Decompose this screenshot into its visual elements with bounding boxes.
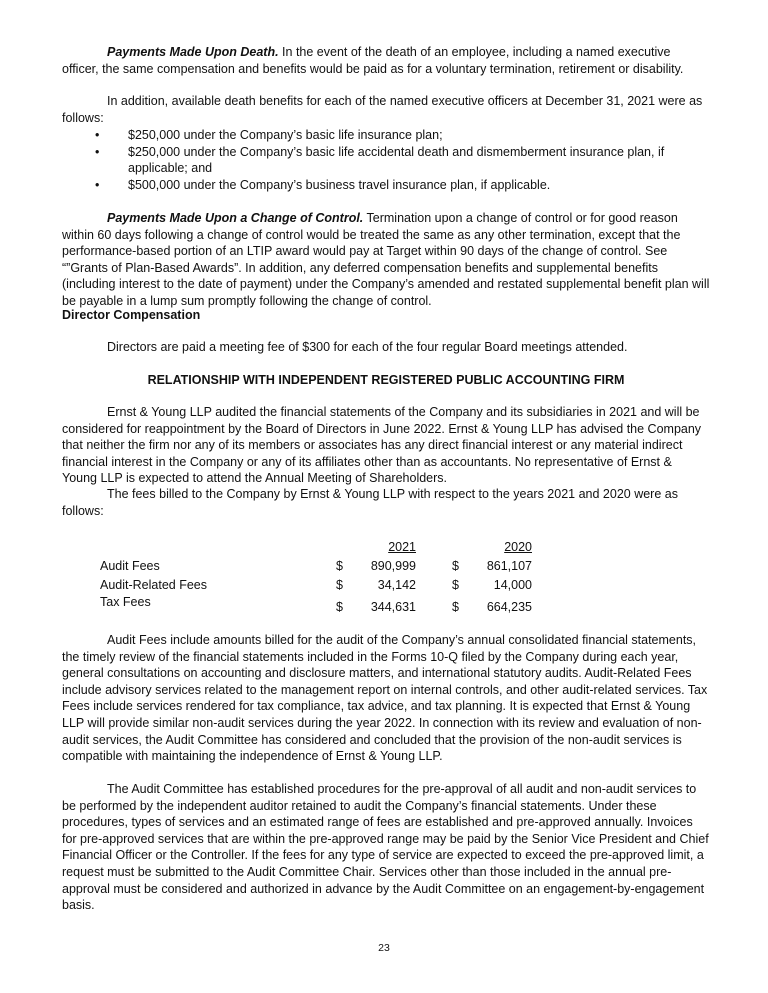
table-row <box>100 594 532 616</box>
death-benefits-intro: In addition, available death benefits for each of the named executive officers at December 31, 2021 were as follows: <box>62 94 703 125</box>
bullet-icon: • <box>95 144 100 159</box>
list-item <box>95 144 695 177</box>
page-number: 23 <box>378 942 390 954</box>
fee-2021: 344,631 <box>370 600 416 615</box>
list-item-text: $250,000 under the Company’s basic life insurance plan; <box>128 128 443 142</box>
currency-symbol: $ <box>336 600 343 615</box>
table-row <box>100 556 532 575</box>
fees-table <box>100 537 532 616</box>
fee-label: Tax Fees <box>100 595 151 609</box>
bullet-icon: • <box>95 128 100 142</box>
fee-2020: 664,235 <box>486 600 532 615</box>
director-compensation-text: Directors are paid a meeting fee of $300 for each of the four regular Board meetings attended. <box>107 340 628 354</box>
preapproval-paragraph: The Audit Committee has established procedures for the pre-approval of all audit and non-audit services to be performed by the independent auditor retained to audit the Company’s financial statements. Under these procedures, types of services and an estimated range of fees are established and pre-approved annually. Invoices for pre-approved services that are within the pre-approved range may be paid by the Senior Vice President and Chief Financial Officer or the Controller. If the fees for any type of service are expected to exceed the pre-approved limit, a request must be submitted to the Audit Committee Chair. Services other than those included in the annual pre-approval must be considered and authorized in advance by the Audit Committee on an engagement-by-engagement basis. <box>62 782 709 913</box>
change-of-control-text: Termination upon a change of control or for good reason within 60 days following a change of control would be treated the same as any other termination, except that the performance-based portion of an LTIP award would pay at Target within 90 days of the change of control. See “”Grants of Plan-Based Awards”. In addition, any deferred compensation benefits and supplemental benefits (including interest to the date of payment) under the Company’s amended and restated supplemental benefit plan will be payable in a lump sum promptly following the change of control. <box>62 211 710 308</box>
fee-2020: 14,000 <box>493 578 532 593</box>
table-header-row <box>100 537 532 556</box>
change-of-control-heading: Payments Made Upon a Change of Control. <box>107 211 364 225</box>
death-payments-text: In the event of the death of an employee, including a named executive officer, the same compensation and benefits would be paid as for a voluntary termination, retirement or disability. <box>62 45 684 76</box>
year-header-2020: 2020 <box>504 540 532 555</box>
currency-symbol: $ <box>336 559 343 574</box>
death-benefits-list <box>95 127 695 193</box>
fee-2020: 861,107 <box>486 559 532 574</box>
bullet-icon: • <box>95 177 100 192</box>
death-payments-paragraph <box>62 44 710 77</box>
fees-intro: The fees billed to the Company by Ernst & Young LLP with respect to the years 2021 and 2020 were as follows: <box>62 487 678 518</box>
section-heading: RELATIONSHIP WITH INDEPENDENT REGISTERED PUBLIC ACCOUNTING FIRM <box>147 373 625 387</box>
ey-paragraph: Ernst & Young LLP audited the financial statements of the Company and its subsidiaries in 2021 and will be considered for reappointment by the Board of Directors in June 2022. Ernst & Young LLP has advised the Company that neither the firm nor any of its members or associates has any direct financial interest or any material indirect financial interest in the Company or any of its affiliates other than as accountants. No representative of Ernst & Young LLP is expected to attend the Annual Meeting of Shareholders. <box>62 405 702 486</box>
list-item <box>95 127 695 144</box>
currency-symbol: $ <box>336 578 343 593</box>
fee-label: Audit Fees <box>100 559 160 574</box>
death-payments-heading: Payments Made Upon Death. <box>107 45 279 59</box>
audit-fees-paragraph: Audit Fees include amounts billed for the audit of the Company’s annual consolidated financial statements, the timely review of the financial statements included in the Forms 10-Q filed by the Company during each year, general consultations on accounting and disclosure matters, and international statutory audits. Audit-Related Fees include advisory services related to the management report on internal controls, and other audit-related services. Tax Fees include services rendered for tax compliance, tax advice, and tax planning. It is expected that Ernst & Young LLP will provide similar non-audit services during the year 2022. In connection with its review and evaluation of non-audit services, the Audit Committee has considered and concluded that the provision of the non-audit services is compatible with maintaining the independence of Ernst & Young LLP. <box>62 633 708 764</box>
currency-symbol: $ <box>452 600 459 615</box>
change-of-control-paragraph <box>62 210 710 310</box>
table-row <box>100 575 532 594</box>
fee-2021: 890,999 <box>370 559 416 574</box>
list-item <box>95 177 695 194</box>
currency-symbol: $ <box>452 578 459 593</box>
fee-2021: 34,142 <box>377 578 416 593</box>
list-item-text: $250,000 under the Company’s basic life accidental death and dismemberment insurance plan, if applicable; and <box>128 144 665 176</box>
year-header-2021: 2021 <box>388 540 416 555</box>
fee-label: Audit-Related Fees <box>100 578 208 593</box>
director-compensation-heading: Director Compensation <box>62 308 201 322</box>
currency-symbol: $ <box>452 559 459 574</box>
list-item-text: $500,000 under the Company’s business travel insurance plan, if applicable. <box>128 177 551 192</box>
